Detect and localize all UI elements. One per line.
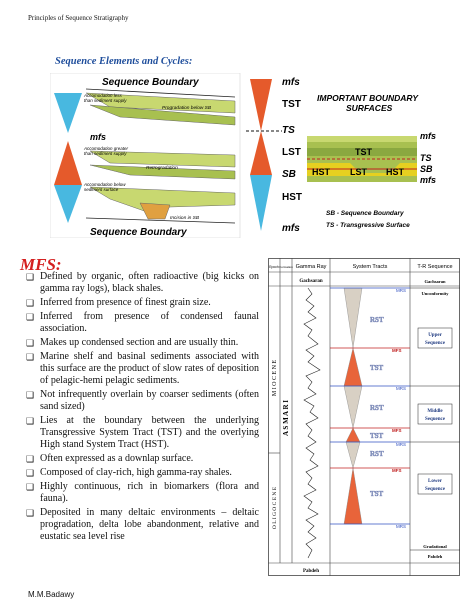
running-header: Principles of Sequence Stratigraphy bbox=[28, 14, 129, 22]
list-item: ❑ Highly continuous, rich in biomarkers (flora and fauna). bbox=[26, 480, 259, 504]
annotation: than sediment supply bbox=[84, 98, 127, 103]
panel-title: IMPORTANT BOUNDARY bbox=[317, 93, 419, 103]
tract-label: TST bbox=[370, 364, 384, 372]
bullet-text: Marine shelf and basinal sediments associated with this surface are the product of slow rates of deposition of pelagic-hemi pelagic sediments. bbox=[40, 350, 259, 386]
mfs-label: MFS bbox=[392, 468, 402, 473]
bullet-text: Not infrequently overlain by coarser sediments (often sand sized) bbox=[40, 388, 259, 412]
col-label: TST bbox=[282, 99, 301, 110]
col-label: mfs bbox=[282, 77, 300, 88]
sb-label-bottom: Sequence Boundary bbox=[90, 227, 187, 238]
mrs-label: MRS bbox=[396, 524, 406, 529]
bullet-text: Defined by organic, often radioactive (big kicks on gamma ray logs), black shales. bbox=[40, 271, 259, 295]
column-header: Gamma Ray bbox=[295, 264, 327, 270]
legend-item: SB - Sequence Boundary bbox=[326, 210, 404, 217]
tract-label: RST bbox=[370, 450, 384, 458]
col-label: mfs bbox=[282, 223, 300, 234]
list-item: ❑ Inferred from presence of finest grain size. bbox=[26, 297, 211, 308]
mrs-label: MRS bbox=[396, 386, 406, 391]
sequence-label: Sequence bbox=[425, 417, 445, 422]
surface-label: TS bbox=[420, 153, 432, 163]
column-header: Formation bbox=[279, 265, 293, 269]
tr-label: Gachsaran bbox=[424, 279, 446, 284]
sequence-label: Sequence bbox=[425, 487, 445, 492]
annotation: Retrogradation bbox=[146, 166, 178, 171]
bullet-text: Deposited in many deltaic environments – deltaic progradation, delta lobe abandonment, relative and eustatic sea level rise bbox=[40, 506, 259, 542]
legend-item: TS - Transgressive Surface bbox=[326, 222, 410, 229]
systems-tract-column bbox=[246, 77, 302, 234]
bullet-text: Inferred from presence of condensed faunal association. bbox=[40, 310, 259, 334]
panel-title: SURFACES bbox=[346, 103, 393, 113]
epoch-label: O L I G O C E N E bbox=[272, 486, 278, 530]
sequence-label: Middle bbox=[427, 409, 443, 414]
list-item: ❑ Defined by organic, often radioactive (big kicks on gamma ray logs), black shales. bbox=[26, 271, 259, 295]
mrs-label: MRS bbox=[396, 442, 406, 447]
bullet-text: Makes up condensed section and are usually thin. bbox=[40, 336, 239, 348]
formation-name: A S M A R I bbox=[282, 400, 290, 436]
col-label: SB bbox=[282, 169, 296, 180]
footer-author: M.M.Badawy bbox=[28, 590, 75, 599]
tract-label: TST bbox=[370, 490, 384, 498]
surface-label: mfs bbox=[420, 175, 437, 185]
boundary-surfaces-panel bbox=[307, 93, 436, 229]
bullet-text: Inferred from presence of finest grain size. bbox=[40, 297, 211, 308]
tract-label: RST bbox=[370, 316, 384, 324]
stratigraphic-column-figure bbox=[268, 258, 460, 576]
annotation: Accomodation less bbox=[84, 93, 122, 98]
list-item: ❑ Inferred from presence of condensed faunal association. bbox=[26, 310, 259, 334]
tract-label: TST bbox=[370, 432, 384, 440]
tract-label: HST bbox=[312, 167, 330, 177]
column-header: T-R Sequence bbox=[417, 264, 453, 270]
sequence-label: Sequence bbox=[425, 341, 445, 346]
surface-label: mfs bbox=[420, 131, 437, 141]
formation-label: Pabdeh bbox=[302, 569, 320, 574]
annotation: Accomodation below bbox=[84, 182, 126, 187]
mfs-bullet-list bbox=[24, 271, 259, 545]
tr-label: Gradational bbox=[423, 544, 447, 549]
tract-label: RST bbox=[370, 404, 384, 412]
list-item: ❑ Deposited in many deltaic environments – deltaic progradation, delta lobe abandonment, relative and eustatic sea level rise bbox=[26, 506, 259, 542]
annotation: sediment surface bbox=[84, 187, 119, 192]
col-label: LST bbox=[282, 147, 301, 158]
tr-label: Pabdeh bbox=[427, 554, 443, 559]
tr-label: Unconformity bbox=[421, 291, 449, 296]
list-item: ❑ Lies at the boundary between the underlying Transgressive System Tract (TST) and the overlying High stand System Tract (HST). bbox=[26, 414, 259, 451]
sequence-label: Lower bbox=[428, 479, 442, 484]
bullet-text: Lies at the boundary between the underlying Transgressive System Tract (TST) and the overlying High stand System Tract (HST). bbox=[40, 414, 259, 451]
column-header: System Tracts bbox=[352, 264, 388, 270]
column-header: Epoch bbox=[269, 265, 279, 269]
tract-label: HST bbox=[386, 167, 404, 177]
col-label: HST bbox=[282, 192, 302, 203]
bullet-text: Composed of clay-rich, high gamma-ray shales. bbox=[40, 466, 232, 478]
tract-label: TST bbox=[355, 147, 372, 157]
annotation: Incision in SB bbox=[170, 216, 200, 221]
mfs-label: MFS bbox=[392, 348, 402, 353]
annotation: Accomodation greater bbox=[84, 146, 129, 151]
sb-label-top: Sequence Boundary bbox=[102, 77, 199, 88]
formation-label: Gachsaran bbox=[299, 279, 323, 284]
list-item: ❑ Makes up condensed section and are usually thin. bbox=[26, 336, 239, 348]
section-title: Sequence Elements and Cycles: bbox=[55, 56, 193, 67]
bullet-text: Often expressed as a downlap surface. bbox=[40, 453, 194, 464]
annotation: Progradation below SB bbox=[162, 106, 212, 111]
col-label: TS bbox=[282, 125, 295, 136]
list-item: ❑ Often expressed as a downlap surface. bbox=[26, 453, 194, 464]
mfs-label: MFS bbox=[392, 428, 402, 433]
mrs-label: MRS bbox=[396, 288, 406, 293]
sequence-boundary-panel bbox=[50, 73, 240, 238]
bullet-text: Highly continuous, rich in biomarkers (flora and fauna). bbox=[40, 480, 259, 504]
tract-label: LST bbox=[350, 167, 367, 177]
sequence-elements-figure bbox=[50, 73, 442, 238]
epoch-label: M I O C E N E bbox=[272, 359, 278, 397]
list-item: ❑ Not infrequently overlain by coarser sediments (often sand sized) bbox=[26, 388, 259, 412]
mfs-heading: MFS: bbox=[20, 255, 62, 274]
annotation: than sediment supply bbox=[84, 151, 127, 156]
sequence-label: Upper bbox=[428, 333, 442, 338]
list-item: ❑ Marine shelf and basinal sediments associated with this surface are the product of slow rates of deposition of pelagic-hemi pelagic sediments. bbox=[26, 350, 259, 386]
mfs-label: mfs bbox=[90, 132, 107, 142]
surface-label: SB bbox=[420, 164, 433, 174]
list-item: ❑ Composed of clay-rich, high gamma-ray shales. bbox=[26, 466, 232, 478]
